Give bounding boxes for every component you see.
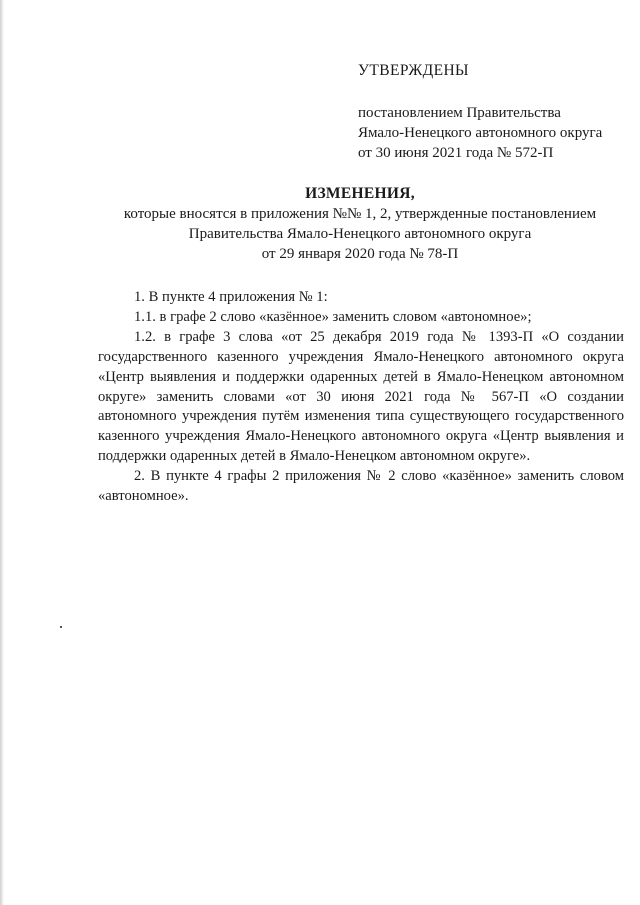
document-title: ИЗМЕНЕНИЯ, bbox=[305, 185, 415, 202]
scan-speck bbox=[60, 626, 62, 628]
paragraph: 1.2. в графе 3 слова «от 25 декабря 2019 года № 1393-П «О создании государственного казенного учреждения Ямало-Ненецкого автономного округа «Центр выявления и поддержки одаренных детей в Ямало-Ненецком автономном округе» заменить словами «от 30 июня 2021 года № 567-П «О создании автономного учреждения путём изменения типа существующего государственного казенного учреждения Ямало-Ненецкого автономного округа «Центр выявления и поддержки одаренных детей в Ямало-Ненецком автономном округе». bbox=[98, 328, 624, 465]
paragraph: 2. В пункте 4 графы 2 приложения № 2 слово «казённое» заменить словом «автономное». bbox=[98, 468, 624, 505]
paragraph: 1. В пункте 4 приложения № 1: bbox=[134, 289, 328, 305]
document-body bbox=[98, 288, 624, 507]
document-title-block bbox=[90, 184, 630, 264]
document-subtitle-line: которые вносятся в приложения №№ 1, 2, утвержденные постановлением bbox=[123, 206, 597, 222]
approval-stamp bbox=[358, 62, 618, 163]
approval-line: от 30 июня 2021 года № 572-П bbox=[358, 145, 554, 161]
document-subtitle-line: Правительства Ямало-Ненецкого автономного округа bbox=[188, 226, 532, 242]
approval-line: постановлением Правительства bbox=[358, 105, 561, 121]
approval-heading: УТВЕРЖДЕНЫ bbox=[358, 62, 469, 79]
document-subtitle-line: от 29 января 2020 года № 78-П bbox=[261, 246, 459, 262]
paragraph: 1.1. в графе 2 слово «казённое» заменить словом «автономное»; bbox=[134, 308, 532, 325]
scan-edge bbox=[0, 0, 4, 905]
approval-line: Ямало-Ненецкого автономного округа bbox=[358, 125, 603, 141]
